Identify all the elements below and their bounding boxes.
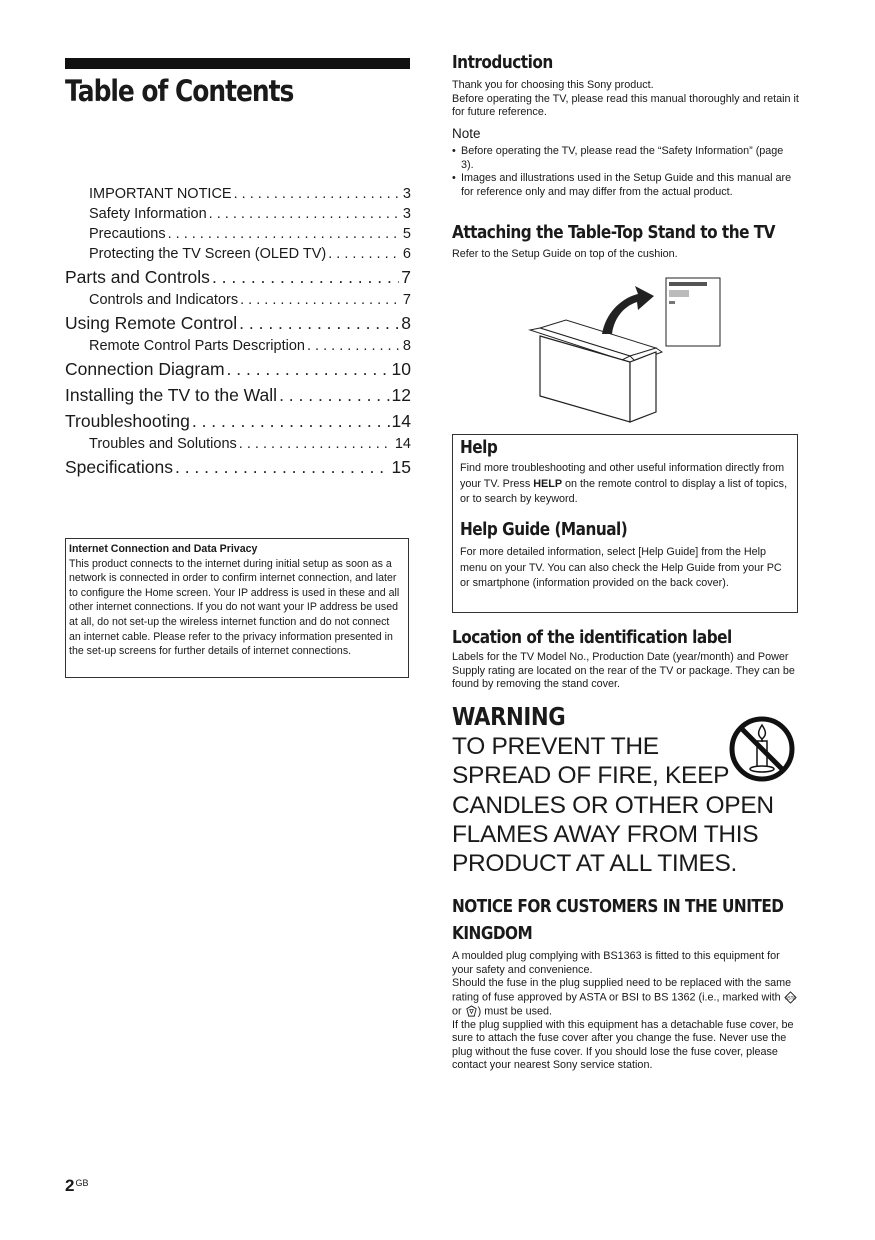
uk-notice-paragraph-2-part-1: Should the fuse in the plug supplied need to be replaced with the same rating of fuse approved by ASTA or BSI to BS 1362 (i.e., marked with	[452, 977, 792, 1004]
uk-notice-paragraph-3: If the plug supplied with this equipment has a detachable fuse cover, be sure to attach the fuse cover after you change the fuse. Never use the plug without the fuse cover. If you should lose the fuse cover, please contact your nearest Sony service station.	[452, 1018, 794, 1072]
toc-entry-label: Troubles and Solutions	[89, 436, 237, 452]
stand-text: Refer to the Setup Guide on top of the cushion.	[452, 248, 678, 260]
toc-entry-page: 5	[402, 226, 411, 242]
uk-notice-paragraph-2-part-2: ) must be used.	[477, 1005, 553, 1018]
toc-entry-label: Protecting the TV Screen (OLED TV)	[89, 246, 327, 262]
warning-line: PRODUCT AT ALL TIMES.	[452, 850, 738, 878]
help-heading: Help	[460, 437, 498, 458]
toc-entry[interactable]	[65, 434, 411, 454]
toc-entry-page: 7	[402, 292, 411, 308]
toc-entry[interactable]	[65, 336, 411, 356]
toc-entry[interactable]	[65, 454, 411, 480]
toc-entry-label: Safety Information	[89, 206, 207, 222]
toc-entry-page: 12	[391, 385, 411, 405]
page-number	[65, 1176, 88, 1196]
introduction-heading: Introduction	[452, 52, 553, 73]
svg-text:ASTA: ASTA	[784, 995, 796, 1001]
toc-entry-page: 14	[394, 436, 411, 452]
privacy-notice-box	[65, 538, 409, 678]
bsi-kitemark-icon	[465, 1005, 478, 1018]
warning-line: CANDLES OR OTHER OPEN	[452, 791, 774, 819]
toc-entry-page: 3	[402, 206, 411, 222]
toc-entry[interactable]	[65, 244, 411, 264]
toc-entry-page: 7	[401, 267, 411, 287]
toc-entry-page: 10	[391, 359, 411, 379]
toc-entry-label: IMPORTANT NOTICE	[89, 186, 232, 202]
warning-line: FLAMES AWAY FROM THIS	[452, 820, 759, 848]
toc-entry-page: 3	[402, 186, 411, 202]
help-guide-heading: Help Guide (Manual)	[460, 519, 628, 540]
note-list	[452, 145, 797, 199]
toc-title-bar	[65, 58, 410, 69]
toc-entry[interactable]	[65, 184, 411, 204]
note-heading: Note	[452, 126, 481, 141]
privacy-notice-body: This product connects to the internet during initial setup as soon as a network is connected in order to confirm internet connection, and later to configure the Home screen. Your IP address is used in these and all other internet connections. If you do not want your IP address be used at all, do not set-up the wireless internet function and do not connect an internet cable. Please refer to the privacy information presented in the set-up screens for further details of internet connections.	[69, 557, 400, 658]
toc-entry[interactable]	[65, 408, 411, 434]
toc-entry-page: 6	[402, 246, 411, 262]
help-text-part-1: Find more troubleshooting and other useful information directly from your TV. Press	[460, 462, 785, 490]
toc-entry-label: Specifications	[65, 457, 173, 477]
introduction-text	[452, 79, 802, 120]
help-text	[460, 461, 790, 508]
uk-notice-or: or	[452, 1005, 465, 1018]
toc-title: Table of Contents	[65, 74, 294, 108]
toc-entry-label: Troubleshooting	[65, 411, 190, 431]
identification-label-text: Labels for the TV Model No., Production Date (year/month) and Power Supply rating are located on the rear of the TV or package. They can be found by removing the stand cover.	[452, 651, 795, 691]
uk-notice-paragraph-2	[452, 977, 802, 1019]
toc-entry[interactable]	[65, 204, 411, 224]
note-item: • Images and illustrations used in the Setup Guide and this manual are for reference only and may differ from the actual product.	[452, 172, 797, 199]
toc-entry-label: Controls and Indicators	[89, 292, 239, 308]
box-setup-guide-illustration	[526, 276, 722, 424]
toc-entry-label: Precautions	[89, 226, 166, 242]
uk-notice-heading: NOTICE FOR CUSTOMERS IN THE UNITED KINGDOM	[452, 896, 784, 944]
identification-label-heading: Location of the identification label	[452, 627, 732, 648]
toc-entry-label: Connection Diagram	[65, 359, 225, 379]
stand-heading: Attaching the Table-Top Stand to the TV	[452, 222, 776, 243]
toc-entry[interactable]	[65, 264, 411, 290]
help-guide-text: For more detailed information, select [Help Guide] from the Help menu on your TV. You can also check the Help Guide from your PC or smartphone (information provided on the back cover).	[460, 546, 782, 590]
toc-entry-label: Installing the TV to the Wall	[65, 385, 278, 405]
toc-entry[interactable]	[65, 290, 411, 310]
help-text-part-2: on the remote control to display a list of topics, or to search by keyword.	[460, 477, 788, 506]
toc-entry-label: Using Remote Control	[65, 313, 238, 333]
toc-entry[interactable]	[65, 382, 411, 408]
toc-entry[interactable]	[65, 310, 411, 336]
asta-mark-icon	[784, 991, 797, 1004]
introduction-line-1: Thank you for choosing this Sony product.	[452, 79, 654, 91]
note-item: • Before operating the TV, please read the “Safety Information” (page 3).	[452, 145, 797, 172]
no-candle-icon	[728, 715, 796, 783]
toc-entry-page: 14	[391, 411, 411, 431]
toc-entry-page: 8	[402, 338, 411, 354]
warning-line: TO PREVENT THE	[452, 733, 659, 760]
toc-entry-label: Remote Control Parts Description	[89, 338, 305, 354]
table-of-contents	[65, 184, 411, 480]
toc-entry[interactable]	[65, 224, 411, 244]
toc-entry-page: 8	[401, 313, 411, 333]
uk-notice-text	[452, 950, 802, 1073]
introduction-line-2: Before operating the TV, please read this manual thoroughly and retain it for future reference.	[452, 92, 799, 119]
page-number-suffix: GB	[75, 1178, 89, 1188]
toc-entry-page: 15	[391, 457, 411, 477]
uk-notice-paragraph-1: A moulded plug complying with BS1363 is fitted to this equipment for your safety and convenience.	[452, 950, 780, 976]
toc-entry-label: Parts and Controls	[65, 267, 210, 287]
warning-heading: WARNING	[452, 702, 566, 731]
toc-entry[interactable]	[65, 356, 411, 382]
privacy-notice-title: Internet Connection and Data Privacy	[69, 543, 258, 555]
page-number-value: 2	[65, 1176, 75, 1195]
help-key-label: HELP	[533, 477, 563, 490]
warning-line: SPREAD OF FIRE, KEEP	[452, 762, 730, 790]
